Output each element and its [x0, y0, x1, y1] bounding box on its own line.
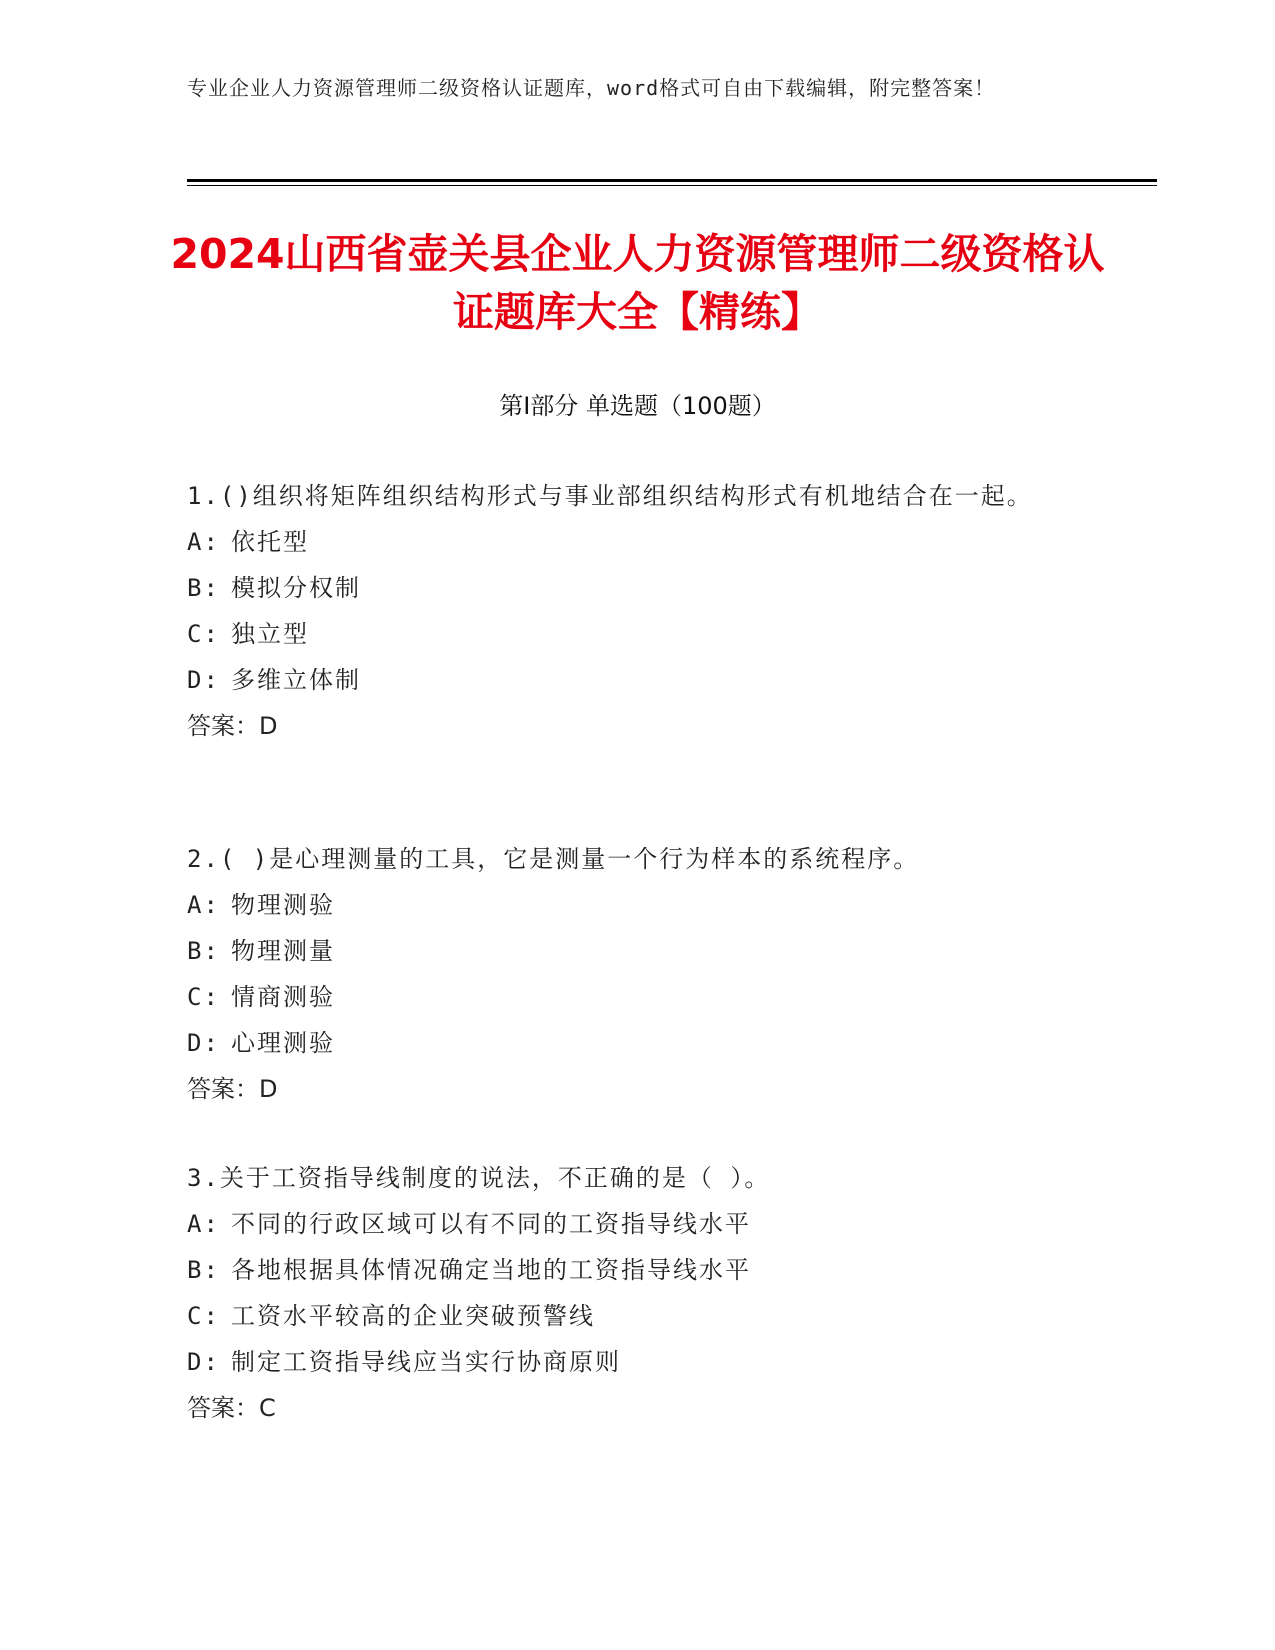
answer: 答案：D — [187, 712, 278, 740]
question-stem: 1.()组织将矩阵组织结构形式与事业部组织结构形式有机地结合在一起。 — [187, 482, 1033, 510]
option-text: 不同的行政区域可以有不同的工资指导线水平 — [231, 1210, 751, 1238]
document-title: 2024山西省壶关县企业人力资源管理师二级资格认证题库大全【精练】 — [170, 230, 1105, 336]
option-key: A: — [187, 528, 220, 556]
option-a — [187, 882, 1087, 928]
option-c — [187, 1293, 1087, 1339]
option-b — [187, 928, 1087, 974]
option-text: 依托型 — [231, 528, 309, 556]
option-c — [187, 611, 1087, 657]
option-key: B: — [187, 937, 220, 965]
option-text: 物理测验 — [231, 891, 335, 919]
option-text: 心理测验 — [231, 1029, 335, 1057]
section-title: 第I部分 单选题（100题） — [499, 392, 776, 420]
option-b — [187, 1247, 1087, 1293]
option-key: C: — [187, 1302, 220, 1330]
question-stem: 2.( )是心理测量的工具，它是测量一个行为样本的系统程序。 — [187, 845, 920, 873]
answer: 答案：C — [187, 1394, 276, 1422]
option-text: 独立型 — [231, 620, 309, 648]
option-d — [187, 1339, 1087, 1385]
option-a — [187, 519, 1087, 565]
option-text: 各地根据具体情况确定当地的工资指导线水平 — [231, 1256, 751, 1284]
option-key: B: — [187, 574, 220, 602]
option-key: D: — [187, 1029, 220, 1057]
option-c — [187, 974, 1087, 1020]
header-divider-thin — [187, 185, 1157, 186]
option-key: A: — [187, 891, 220, 919]
question-2 — [187, 836, 1087, 1112]
option-text: 情商测验 — [231, 983, 335, 1011]
option-text: 模拟分权制 — [231, 574, 361, 602]
option-b — [187, 565, 1087, 611]
answer: 答案：D — [187, 1075, 278, 1103]
option-a — [187, 1201, 1087, 1247]
option-text: 多维立体制 — [231, 666, 361, 694]
option-key: B: — [187, 1256, 220, 1284]
question-3 — [187, 1155, 1087, 1431]
option-key: D: — [187, 666, 220, 694]
option-key: C: — [187, 620, 220, 648]
question-stem: 3.关于工资指导线制度的说法，不正确的是（ ）。 — [187, 1164, 771, 1192]
option-key: C: — [187, 983, 220, 1011]
header-note: 专业企业人力资源管理师二级资格认证题库，word格式可自由下载编辑，附完整答案！ — [187, 76, 996, 100]
option-text: 制定工资指导线应当实行协商原则 — [231, 1348, 621, 1376]
option-d — [187, 1020, 1087, 1066]
option-key: D: — [187, 1348, 220, 1376]
option-d — [187, 657, 1087, 703]
question-1 — [187, 473, 1087, 749]
header-divider-thick — [187, 179, 1157, 182]
option-text: 工资水平较高的企业突破预警线 — [231, 1302, 595, 1330]
option-text: 物理测量 — [231, 937, 335, 965]
option-key: A: — [187, 1210, 220, 1238]
